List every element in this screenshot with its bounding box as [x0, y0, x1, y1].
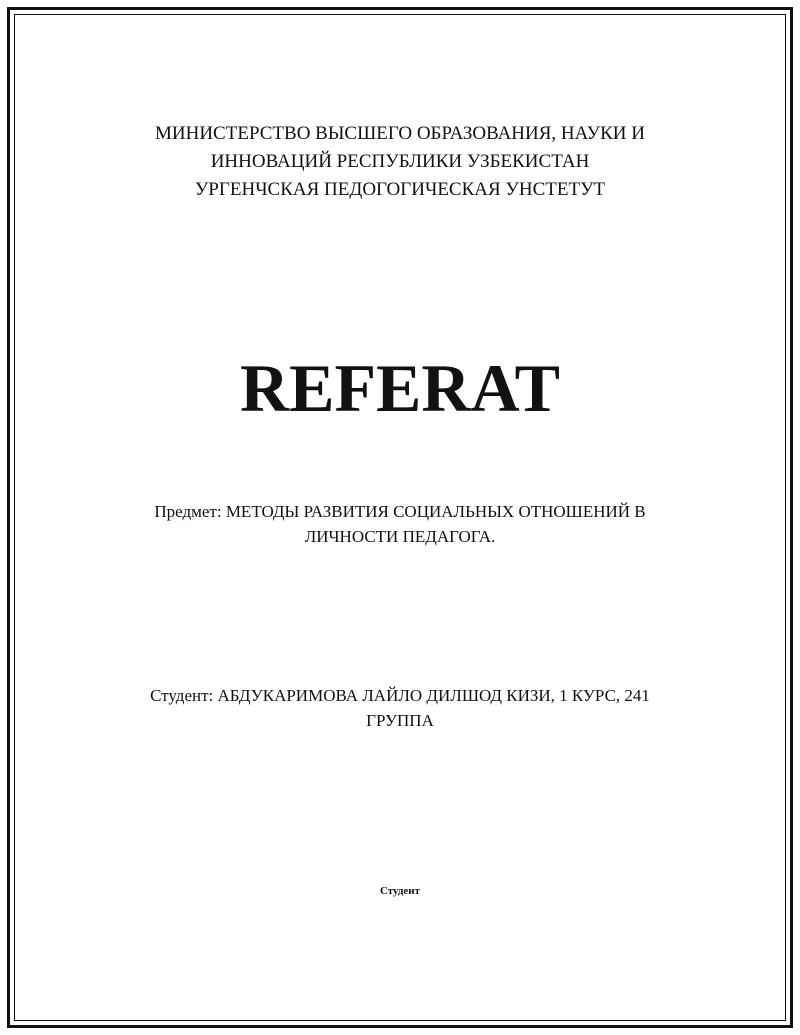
subject-line-2: ЛИЧНОСТИ ПЕДАГОГА.: [304, 527, 496, 546]
student-line-1: Студент: АБДУКАРИМОВА ЛАЙЛО ДИЛШОД КИЗИ, 1 КУРС, 241: [150, 686, 650, 705]
institution-header: [90, 120, 710, 204]
subject-block: [90, 499, 710, 549]
header-line-institute: УРГЕНЧСКАЯ ПЕДОГОГИЧЕСКАЯ УНСТЕТУТ: [194, 179, 606, 200]
document-title: REFERAT: [240, 350, 560, 426]
student-line-2: ГРУППА: [366, 711, 434, 730]
header-line-ministry: МИНИСТЕРСТВО ВЫСШЕГО ОБРАЗОВАНИЯ, НАУКИ И: [155, 123, 645, 144]
subject-line-1: Предмет: МЕТОДЫ РАЗВИТИЯ СОЦИАЛЬНЫХ ОТНОШЕНИЙ В: [154, 502, 646, 521]
student-block: [90, 683, 710, 733]
footer-student-label: Студент: [379, 885, 421, 897]
header-line-republic: ИННОВАЦИЙ РЕСПУБЛИКИ УЗБЕКИСТАН: [210, 151, 590, 172]
